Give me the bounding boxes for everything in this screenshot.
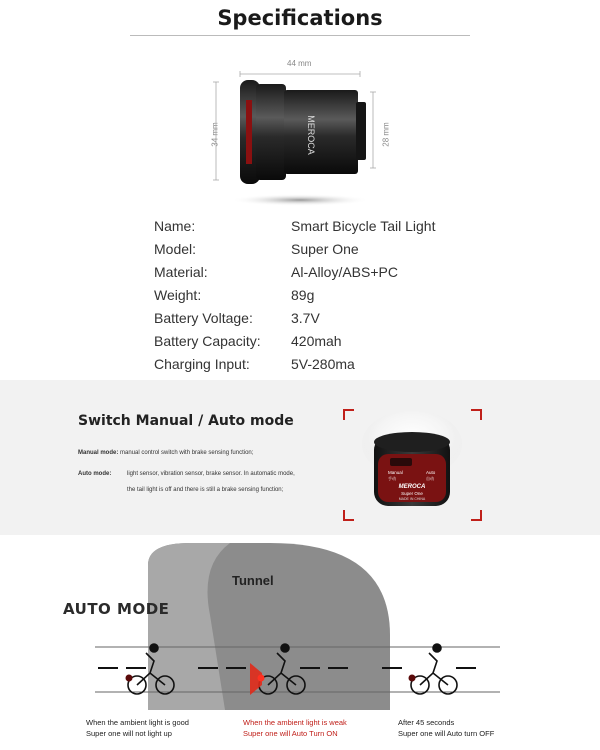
auto-mode-label-wrap <box>78 470 111 479</box>
spec-row <box>0 241 600 263</box>
device-auto-cn-label: 自动 <box>426 476 434 481</box>
product-image <box>200 60 400 210</box>
spec-value: Super One <box>291 241 359 257</box>
caption-block <box>243 717 347 739</box>
spec-row <box>0 218 600 240</box>
spec-value: 89g <box>291 287 315 303</box>
tail-light-off-icon <box>409 675 416 682</box>
spec-value: 420mah <box>291 333 342 349</box>
spec-row <box>0 287 600 309</box>
dimension-front-label: 34 mm <box>210 122 220 147</box>
spec-value: Al-Alloy/ABS+PC <box>291 264 398 280</box>
spec-label: Material: <box>154 264 208 280</box>
spec-label: Battery Capacity: <box>154 333 261 349</box>
spec-label: Model: <box>154 241 197 257</box>
caption-line-1: When the ambient light is weak <box>243 718 347 727</box>
spec-label: Charging Input: <box>154 356 250 372</box>
manual-mode-text: manual control switch with brake sensing function; <box>120 450 254 456</box>
spec-value: 3.7V <box>291 310 320 326</box>
spec-value: Smart Bicycle Tail Light <box>291 218 436 234</box>
title-divider <box>130 35 470 36</box>
dimension-width-label: 44 mm <box>287 59 312 68</box>
caption-line-2: Super one will Auto Turn ON <box>243 729 338 738</box>
auto-mode-title: AUTO MODE <box>63 600 170 618</box>
caption-block <box>398 717 494 739</box>
caption-block <box>86 717 189 739</box>
auto-mode-text-2: the tail light is off and there is still a brake sensing function; <box>127 487 284 493</box>
spec-label: Battery Voltage: <box>154 310 253 326</box>
switch-mode-title: Switch Manual / Auto mode <box>78 413 294 429</box>
spec-value: 5V-280ma <box>291 356 355 372</box>
product-logo: MEROCA <box>306 115 316 155</box>
auto-mode-label: Auto mode: <box>78 471 112 477</box>
device-manual-cn-label: 手动 <box>388 476 396 481</box>
tunnel-diagram <box>0 535 600 710</box>
device-manual-label: Manual <box>388 470 403 475</box>
corner-bracket-icon <box>344 410 354 420</box>
device-switch-image <box>340 406 485 526</box>
spec-label: Name: <box>154 218 196 234</box>
tunnel-label: Tunnel <box>232 573 274 588</box>
tail-light-off-icon <box>126 675 133 682</box>
spec-row <box>0 310 600 332</box>
page-title: Specifications <box>217 6 383 30</box>
tail-light-on-icon <box>258 675 265 682</box>
auto-mode-text-1: light sensor, vibration sensor, brake sensor. In automatic mode, <box>127 471 295 477</box>
spec-row <box>0 356 600 378</box>
device-brand-label: MEROCA <box>398 484 426 490</box>
device-made-in-label: MADE IN CHINA <box>398 497 426 501</box>
cyclist-icon <box>411 644 457 694</box>
caption-line-1: After 45 seconds <box>398 718 455 727</box>
device-model-label: Super One <box>401 491 423 496</box>
dimension-back-label: 28 mm <box>381 122 391 147</box>
caption-line-2: Super one will not light up <box>86 729 172 738</box>
caption-line-2: Super one will Auto turn OFF <box>398 729 495 738</box>
spec-row <box>0 264 600 286</box>
caption-line-1: When the ambient light is good <box>86 718 189 727</box>
spec-label: Weight: <box>154 287 202 303</box>
manual-mode-description <box>78 449 253 458</box>
spec-row <box>0 333 600 355</box>
manual-mode-label: Manual mode: <box>78 450 119 456</box>
device-auto-label: Auto <box>426 470 436 475</box>
